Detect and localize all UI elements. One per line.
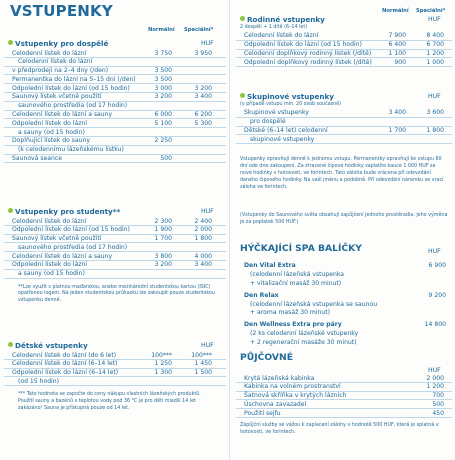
price-special: 3 400 (194, 93, 212, 101)
price-special: 2 000 (194, 226, 212, 234)
price-normal: 7 900 (388, 32, 406, 40)
price-label: Celodenní lístek do lázní a sauny (12, 252, 113, 260)
price-normal: 3 500 (154, 67, 172, 75)
price-label: Saunový lístek včetně použití (12, 93, 102, 101)
price-special: 3 600 (426, 109, 444, 117)
price-special: 1 800 (194, 235, 212, 243)
price-special: 3 200 (194, 84, 212, 92)
price-row (4, 261, 226, 270)
price-row (4, 146, 226, 155)
bullet-icon (8, 40, 13, 45)
price-normal: 6 400 (388, 41, 406, 49)
family-intro: 2 dospělí + 1 dítě (6–14 let) (240, 25, 308, 30)
price-row (236, 109, 452, 118)
price-row (4, 243, 226, 252)
price-label: (od 15 hodin) (18, 377, 59, 385)
students-section (4, 206, 226, 305)
price-label: Celodenní lístek do lázní (12, 49, 87, 57)
price-normal: 5 100 (154, 119, 172, 127)
terms-text-2: (Vstupenky do Saunového světa obsahují zapůjčení jednoho prostěradla, jeho výměna je za poplatek 500 HUF.) (240, 213, 448, 225)
price-normal: 1 700 (154, 235, 172, 243)
price-row (4, 119, 226, 128)
price-label: Odpolední lístek do lázní (od 15 hodin) (12, 84, 130, 92)
price-normal: 1 100 (388, 50, 406, 57)
spa-title: HÝČKAJÍCÍ SPA BALÍČKY (240, 243, 362, 254)
price-label: Doplňující lístek do sauny (12, 137, 91, 145)
adults-unit: HUF (201, 40, 214, 47)
price-special: 1 450 (194, 360, 212, 368)
rental-row (236, 392, 452, 401)
children-footnote: *** Tato hodnota se započte do ceny nákupu vlastních lázeňských produktů. Použití sauny a bazénů s teplotou vody pod 36 °C je pro děti mladší 14 let zakázáno! Sauna je přístupná pouze od 14 let. (18, 392, 201, 411)
rental-price: 500 (432, 400, 444, 408)
price-row (4, 137, 226, 146)
spa-package-name: Den Vital Extra (244, 262, 296, 269)
rental-unit: HUF (428, 367, 441, 374)
price-row (4, 369, 226, 378)
price-normal: 2 300 (154, 217, 172, 225)
adults-header (4, 38, 226, 49)
price-normal: 1 250 (154, 360, 172, 368)
column-head-special: Speciální* (184, 27, 214, 33)
students-rows (4, 217, 226, 279)
price-normal: 1 900 (154, 226, 172, 234)
children-rows (4, 351, 226, 386)
price-special: 3 950 (194, 49, 212, 57)
price-label: Celodenní doplňkový rodinný lístek (/dítě) (244, 50, 372, 57)
price-row (236, 50, 452, 59)
price-normal: 3 200 (154, 261, 172, 269)
price-special: 1 500 (194, 369, 212, 377)
column-head-normal: Normální (148, 27, 175, 33)
family-header (236, 14, 452, 25)
price-label: saunového prostředia (od 17 hodin) (18, 102, 128, 110)
spa-package-line: (celodenní lázeňská vstupenka se saunou (250, 300, 378, 308)
price-label: Odpolední lístek do lázní (6–14 let) (12, 369, 119, 377)
price-label: saunového prostředia (od 17 hodin) (18, 243, 128, 251)
group-unit: HUF (428, 93, 441, 100)
rental-rows (236, 374, 452, 418)
students-footnote: **Lze využít s platnou maďarskou, anebo mezinárodní studentskou kartou (ISIC) opatřenou logem. Na jeden studentskou průkazku lze zakoupit pouze studentskou vstupenku denně. (18, 284, 215, 304)
price-label: skupinové vstupenky (250, 135, 315, 143)
price-special: 4 000 (194, 252, 212, 260)
price-row (4, 217, 226, 226)
price-row (4, 377, 226, 386)
price-label: Celodenní lístek do lázní (do 6 let) (12, 351, 117, 359)
price-row (236, 118, 452, 127)
left-column (4, 0, 226, 460)
students-header (4, 206, 226, 217)
price-row (236, 127, 452, 136)
price-row (236, 41, 452, 50)
price-normal: 3 200 (154, 93, 172, 101)
bullet-icon (240, 93, 245, 98)
price-row (4, 252, 226, 261)
price-normal: 3 800 (154, 252, 172, 260)
rental-row (236, 409, 452, 418)
rental-row (236, 400, 452, 409)
rental-label: Šatnová skříňka v krytých lázních (244, 392, 347, 400)
price-row (4, 235, 226, 244)
rental-label: Úschovna zavazadel (244, 400, 307, 408)
price-label: Celodenní lístek do lázní a sauny (12, 111, 113, 119)
price-row (4, 93, 226, 102)
bullet-icon (240, 16, 245, 21)
price-row (4, 128, 226, 137)
rental-label: Krytá lázeňská kabinka (244, 374, 315, 382)
price-label: a sauny (od 15 hodin) (18, 128, 85, 136)
price-normal: 3 000 (154, 84, 172, 92)
price-label: Celodenní lístek do lázní (12, 217, 87, 225)
price-special: 6 700 (426, 41, 444, 49)
family-title: Rodinné vstupenky (247, 15, 325, 24)
price-label: Odpolední lístek do lázní (od 15 hodin) (244, 41, 362, 49)
spa-package-line: + vitalizační masáž 30 minut) (250, 279, 342, 287)
price-special: 100*** (191, 351, 212, 359)
price-special: 1 800 (426, 127, 444, 134)
children-title: Dětské vstupenky (15, 341, 88, 350)
rental-price: 450 (432, 409, 444, 417)
price-normal: 1 700 (388, 127, 406, 134)
price-special: 3 400 (194, 261, 212, 269)
children-unit: HUF (201, 342, 214, 349)
rental-title: PŮJČOVNÉ (240, 352, 293, 363)
spa-package-price: 14 800 (424, 321, 446, 329)
rental-price: 700 (432, 392, 444, 400)
price-row (236, 58, 452, 67)
price-label: Saunová seance (12, 155, 62, 163)
children-section (4, 340, 226, 413)
price-row (4, 67, 226, 76)
price-row (4, 226, 226, 235)
price-special: 1 000 (426, 58, 444, 66)
price-normal: 3 750 (154, 49, 172, 57)
price-normal: 3 400 (388, 109, 406, 117)
column-head-special-right: Speciální* (416, 8, 446, 14)
spa-package-line: (celodenní lázeňská vstupenka (250, 271, 345, 278)
rental-row (236, 383, 452, 392)
price-label: Celodenní lístek do lázní (18, 58, 93, 66)
price-row (4, 155, 226, 164)
price-label: Odpolední lístek do lázní (12, 261, 87, 269)
price-label: v předprodeji na 2–4 dny (/den) (12, 67, 109, 75)
rental-price: 2 000 (426, 374, 444, 382)
students-title: Vstupenky pro studenty** (15, 207, 121, 216)
spa-package-name: Den Relax (244, 291, 279, 299)
price-label: Saunový lístek včetně použití (12, 235, 102, 243)
price-special: 5 300 (194, 119, 212, 127)
adults-title: Vstupenky pro dospělé (15, 39, 109, 48)
price-label: (k celodennímu lázeňskému lístku) (18, 146, 124, 154)
spa-unit: HUF (428, 248, 441, 255)
price-row (4, 351, 226, 360)
price-row (4, 84, 226, 93)
price-normal: 3 500 (154, 75, 172, 83)
group-section (236, 91, 452, 144)
price-label: Odpolední lístek do lázní (od 15 hodin) (12, 226, 130, 234)
rental-price: 1 200 (426, 383, 444, 391)
group-header (236, 91, 452, 102)
page-title: VSTUPENKY (10, 2, 113, 20)
family-rows (236, 32, 452, 67)
price-label: Celodenní lístek do lázní (6–14 let) (12, 360, 118, 368)
terms-text: Vstupenky opravňují denně k jednomu vstupu. Permanentky opravňují ke vstupu 60 dní ode dne zakoupení. Za ztracené čipové hodinky zaplatíte kauce 1 000 HUF za nové hodinky v hotovosti, ve forintech. Tato záloha bude vrácena při odevzdání daného čipového hodinky. Na vaší jménu a podobně. Při odevzdání náramku se vrací záloha ve forintech. (240, 157, 444, 190)
price-row (4, 49, 226, 58)
spa-package-line: + 2 regenerační masáže 30 minut) (250, 339, 357, 346)
price-normal: 6 000 (154, 111, 172, 119)
price-row (236, 135, 452, 144)
price-label: Celodenní lístek do lázní (244, 32, 319, 40)
price-label: a sauny (od 15 hodin) (18, 270, 85, 278)
price-special: 6 200 (194, 111, 212, 119)
page-divider (229, 0, 230, 460)
rental-footnote: Zápůjční služby se vážou k zaplacení zálohy v hodnotě 500 HUF, která je splatná v hotovosti, ve forintech. (240, 423, 439, 435)
spa-package-line: (2 ks celodenní lázeňské vstupenky (250, 330, 359, 338)
family-section (236, 14, 452, 67)
price-normal: 1 300 (154, 369, 172, 377)
price-normal: 2 250 (154, 137, 172, 145)
price-label: Permanentka do lázní na 5–15 dní (/den) (12, 75, 136, 83)
spa-package-price: 9 200 (428, 291, 446, 299)
adults-rows (4, 49, 226, 163)
price-special: 8 400 (426, 32, 444, 40)
price-normal: 900 (394, 58, 406, 66)
adults-section (4, 38, 226, 163)
rental-label: Použití sejfu (244, 409, 281, 417)
price-label: Dětské (6–14 let) celodenní (244, 127, 328, 134)
price-row (4, 102, 226, 111)
spa-package-price: 6 900 (428, 262, 446, 269)
price-label: Skupinové vstupenky (244, 109, 309, 117)
rental-row (236, 374, 452, 383)
price-row (236, 32, 452, 41)
price-normal: 500 (160, 155, 172, 163)
group-intro: (v případě vstupu min. 20 osob současně) (240, 102, 342, 107)
bullet-icon (8, 208, 13, 213)
price-special: 1 200 (426, 50, 444, 57)
price-row (4, 270, 226, 279)
price-label: Odpolední lístek do lázní (12, 119, 87, 127)
column-head-normal-right: Normální (382, 8, 409, 14)
price-row (4, 58, 226, 67)
price-normal: 100*** (151, 351, 172, 359)
rental-label: Kabinka na volném prostranství (244, 383, 341, 391)
group-title: Skupinové vstupenky (247, 92, 334, 101)
students-unit: HUF (201, 208, 214, 215)
price-special: 2 400 (194, 217, 212, 225)
price-row (4, 111, 226, 120)
price-label: Odpolední doplňkový rodinný lístek (/dítě) (244, 58, 372, 66)
price-row (4, 360, 226, 369)
spa-package-name: Den Wellness Extra pro páry (244, 321, 342, 329)
spa-package-line: + aroma masáž 30 minut) (250, 309, 331, 317)
price-label: pro dospělé (250, 118, 286, 126)
group-rows (236, 109, 452, 144)
bullet-icon (8, 342, 13, 347)
family-unit: HUF (428, 16, 441, 23)
price-row (4, 75, 226, 84)
right-column (236, 0, 452, 460)
children-header (4, 340, 226, 351)
